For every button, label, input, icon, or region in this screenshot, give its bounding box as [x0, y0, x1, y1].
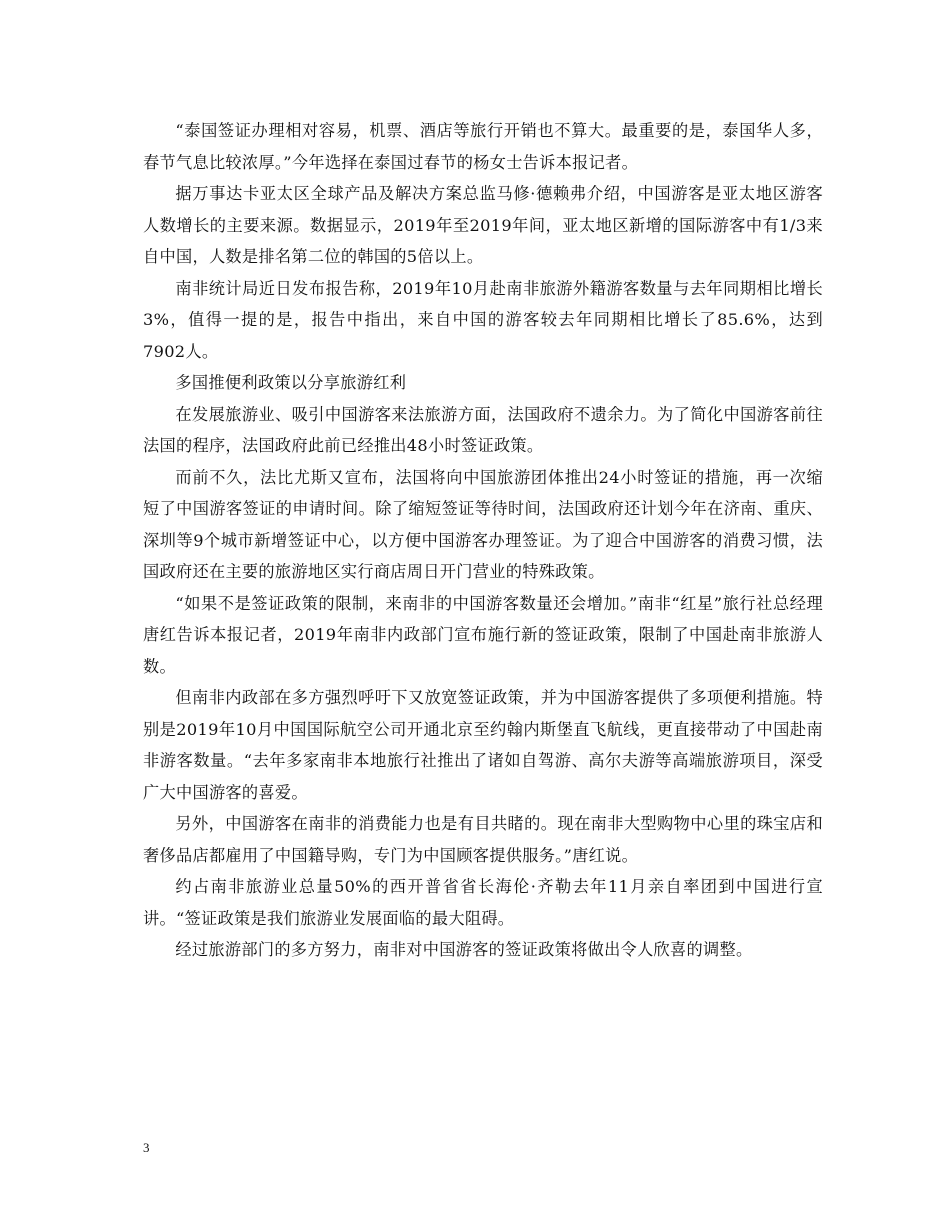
paragraph-france-policy: 在发展旅游业、吸引中国游客来法旅游方面，法国政府不遗余力。为了简化中国游客前往法国的程序，法国政府此前已经推出48小时签证政策。 [143, 404, 823, 455]
article-body [143, 115, 823, 966]
paragraph-western-cape: 约占南非旅游业总量50%的西开普省省长海伦·齐勒去年11月亲自率团到中国进行宣讲。“签证政策是我们旅游业发展面临的最大阻碍。 [143, 877, 823, 928]
paragraph-south-africa-statistics: 南非统计局近日发布报告称，2019年10月赴南非旅游外籍游客数量与去年同期相比增长3%，值得一提的是，报告中指出，来自中国的游客较去年同期相比增长了85.6%，达到7902人。 [143, 278, 823, 361]
paragraph-policy-adjustment: 经过旅游部门的多方努力，南非对中国游客的签证政策将做出令人欣喜的调整。 [175, 940, 753, 959]
paragraph-south-africa-relaxed-policy: 但南非内政部在多方强烈呼吁下又放宽签证政策，并为中国游客提供了多项便利措施。特别是2019年10月中国国际航空公司开通北京至约翰内斯堡直飞航线，更直接带动了中国赴南非游客数量。“去年多家南非本地旅行社推出了诸如自驾游、高尔夫游等高端旅游项目，深受广大中国游客的喜爱。 [143, 688, 823, 802]
section-heading: 多国推便利政策以分享旅游红利 [175, 373, 407, 392]
paragraph-france-visa-measures: 而前不久，法比尤斯又宣布，法国将向中国旅游团体推出24小时签证的措施，再一次缩短了中国游客签证的申请时间。除了缩短签证等待时间，法国政府还计划今年在济南、重庆、深圳等9个城市新增签证中心，以方便中国游客办理签证。为了迎合中国游客的消费习惯，法国政府还在主要的旅游地区实行商店周日开门营业的特殊政策。 [143, 467, 823, 581]
paragraph-mastercard-data: 据万事达卡亚太区全球产品及解决方案总监马修·德赖弗介绍，中国游客是亚太地区游客人数增长的主要来源。数据显示，2019年至2019年间，亚太地区新增的国际游客中有1/3来自中国，人数是排名第二位的韩国的5倍以上。 [143, 184, 823, 266]
paragraph-consumption-ability: 另外，中国游客在南非的消费能力也是有目共睹的。现在南非大型购物中心里的珠宝店和奢侈品店都雇用了中国籍导购，专门为中国顾客提供服务。”唐红说。 [143, 814, 823, 865]
page-number: 3 [143, 1140, 150, 1155]
paragraph-thailand-quote: “泰国签证办理相对容易，机票、酒店等旅行开销也不算大。最重要的是，泰国华人多，春节气息比较浓厚。”今年选择在泰国过春节的杨女士告诉本报记者。 [143, 121, 823, 172]
paragraph-south-africa-visa-quote: “如果不是签证政策的限制，来南非的中国游客数量还会增加。”南非“红星”旅行社总经理唐红告诉本报记者，2019年南非内政部门宣布施行新的签证政策，限制了中国赴南非旅游人数。 [143, 593, 823, 676]
